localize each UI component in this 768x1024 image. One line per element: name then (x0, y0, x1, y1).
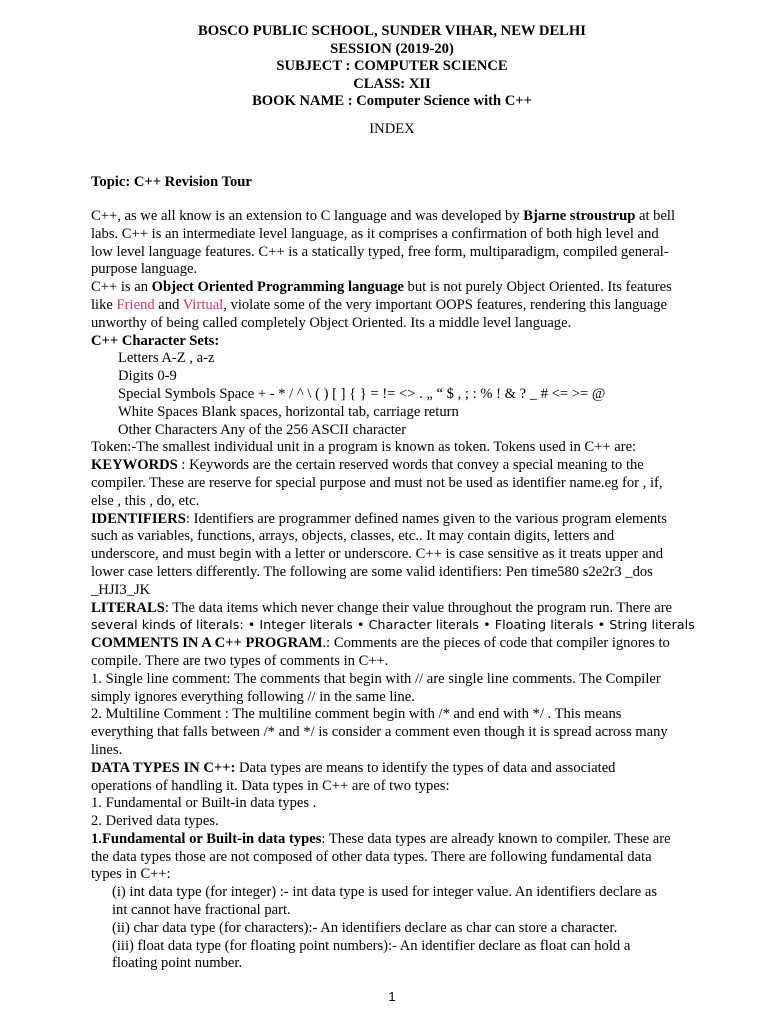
comments-line-4: simply ignores everything following // in the same line. (91, 688, 415, 705)
charset-item: White Spaces Blank spaces, horizontal tab, carriage return (118, 403, 459, 420)
document-body (91, 208, 701, 973)
keywords-label: KEYWORDS (91, 457, 178, 474)
token-definition: Token:-The smallest individual unit in a program is known as token. Tokens used in C++ are: (91, 439, 637, 456)
oop-bold: Object Oriented Programming language (151, 279, 404, 296)
session-line: SESSION (2019-20) (330, 40, 454, 57)
friend-keyword: Friend (116, 296, 155, 313)
comments-label: COMMENTS IN A C++ PROGRAM (91, 635, 323, 652)
intro-text: and (154, 296, 183, 313)
identifiers-line-5: _HJI3_JK (91, 581, 151, 598)
intro-text: C++ is an (91, 279, 152, 296)
class-line: CLASS: XII (353, 75, 431, 92)
char-type-item: (ii) char data type (for characters):- An identifiers declare as char can store a character. (112, 919, 618, 936)
datatypes-text: Data types are means to identify the types of data and associated (235, 759, 616, 776)
int-type-item-cont: int cannot have fractional part. (112, 902, 291, 919)
comments-line-6: everything that falls between /* and */ is consider a comment even though it is spread across many (91, 724, 668, 741)
keywords-line-3: else , this , do, etc. (91, 492, 200, 509)
intro-line-6 (91, 297, 701, 315)
comments-line-2: compile. There are two types of comments in C++. (91, 652, 389, 669)
identifiers-line-2: such as variables, functions, arrays, objects, classes, etc.. It may contain digits, letters and (91, 528, 615, 545)
fundamental-label: 1.Fundamental or Built-in data types (91, 830, 322, 847)
school-name: BOSCO PUBLIC SCHOOL, SUNDER VIHAR, NEW DELHI (198, 23, 586, 39)
datatypes-line-2: operations of handling it. Data types in C++ are of two types: (91, 777, 450, 794)
fundamental-text: : These data types are already known to compiler. These are (321, 830, 671, 847)
intro-line-3: low level language features. C++ is a statically typed, free form, multiparadigm, compiled general- (91, 243, 669, 260)
intro-text: like (91, 296, 117, 313)
comments-line-3: 1. Single line comment: The comments that begin with // are single line comments. The Compiler (91, 670, 661, 687)
index-title: INDEX (369, 121, 415, 137)
comments-line-5: 2. Multiline Comment : The multiline comment begin with /* and end with */ . This means (91, 706, 622, 723)
intro-text: at bell (635, 208, 676, 224)
intro-text: C++, as we all know is an extension to C language and was developed by (91, 208, 524, 224)
datatypes-line-3: 1. Fundamental or Built-in data types . (91, 795, 317, 812)
page-number: 1 (388, 989, 396, 1004)
identifiers-line-1 (91, 511, 701, 529)
literals-line-1 (91, 600, 701, 618)
identifiers-text: : Identifiers are programmer defined names given to the various program elements (185, 510, 667, 527)
datatypes-label: DATA TYPES IN C++: (91, 759, 236, 776)
datatypes-line-1 (91, 760, 701, 778)
charsets-heading (91, 333, 701, 351)
literals-label: LITERALS (91, 599, 165, 616)
virtual-keyword: Virtual (182, 296, 224, 313)
int-type-item: (i) int data type (for integer) :- int data type is used for integer value. An identifiers declare as (112, 884, 658, 901)
intro-line-7: unworthy of being called completely Object Oriented. Its a middle level language. (91, 314, 572, 331)
identifiers-line-4: lower case letters differently. The following are some valid identifiers: Pen time580 s2e2r3 _dos (91, 563, 653, 580)
intro-line-4: purpose language. (91, 261, 198, 278)
float-type-item: (iii) float data type (for floating point numbers):- An identifier declare as float can hold a (112, 937, 631, 954)
comments-text: .: Comments are the pieces of code that compiler ignores to (322, 635, 670, 652)
identifiers-line-3: underscore, and must begin with a letter or underscore. C++ is case sensitive as it treats upper and (91, 546, 664, 563)
charset-item: Special Symbols Space + - * / ^ \ ( ) [ ] { } = != <> . „ “ $ , ; : % ! & ? _ # <= >= @ (118, 385, 606, 402)
intro-line-5 (91, 279, 701, 297)
bjarne-bold: Bjarne stroustrup (523, 208, 636, 224)
document-header (0, 23, 768, 111)
keywords-text: : Keywords are the certain reserved words that convey a special meaning to the (177, 457, 644, 474)
float-type-item-cont: floating point number. (112, 955, 243, 972)
charset-item: Other Characters Any of the 256 ASCII character (118, 421, 407, 438)
comments-line-7: lines. (91, 741, 123, 758)
comments-line-1 (91, 635, 701, 653)
literals-line-2: several kinds of literals: • Integer literals • Character literals • Floating literals • String literals (91, 618, 695, 634)
identifiers-label: IDENTIFIERS (91, 510, 186, 527)
intro-text: but is not purely Object Oriented. Its features (403, 279, 672, 296)
fundamental-line-2: the data types those are not composed of other data types. There are following fundamental data (91, 848, 652, 865)
literals-text: : The data items which never change their value throughout the program run. There are (164, 599, 673, 616)
subject-line: SUBJECT : COMPUTER SCIENCE (276, 58, 508, 74)
topic-heading: Topic: C++ Revision Tour (91, 174, 252, 190)
keywords-line-1 (91, 457, 701, 475)
charset-item: Digits 0-9 (118, 368, 177, 385)
charsets-heading-text: C++ Character Sets: (91, 332, 220, 349)
datatypes-line-4: 2. Derived data types. (91, 813, 219, 830)
intro-text: , violate some of the very important OOPS features, rendering this language (223, 296, 668, 313)
intro-line-2: labs. C++ is an intermediate level language, as it comprises a confirmation of both high level and (91, 225, 659, 242)
intro-line-1 (91, 208, 701, 226)
keywords-line-2: compiler. These are reserve for special purpose and must not be used as identifier name.eg for , if, (91, 474, 663, 491)
book-name-line: BOOK NAME : Computer Science with C++ (252, 93, 532, 109)
fundamental-line-3: types in C++: (91, 866, 171, 883)
fundamental-line-1 (91, 831, 701, 849)
charset-item: Letters A-Z , a-z (118, 350, 215, 367)
